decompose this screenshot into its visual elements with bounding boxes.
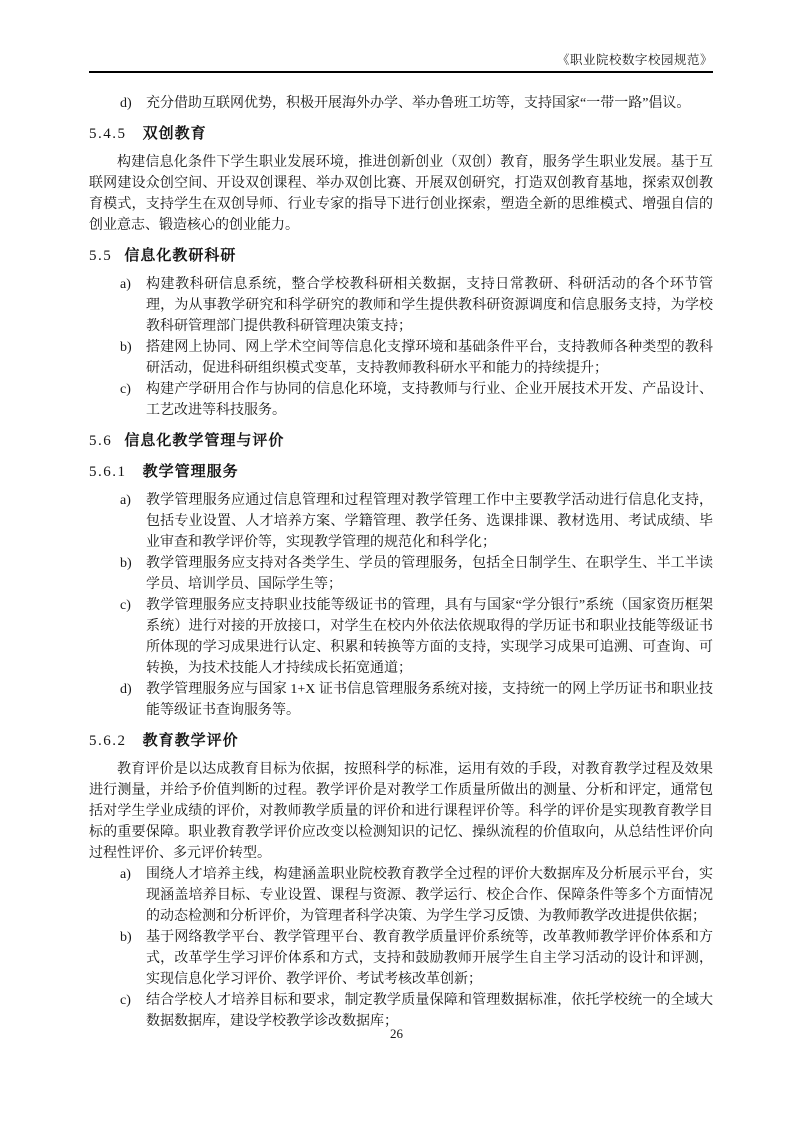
section-title: 双创教育 bbox=[142, 125, 207, 142]
list-item-text: 构建产学研用合作与协同的信息化环境，支持教师与行业、企业开展技术开发、产品设计、工艺改进等科技服务。 bbox=[146, 382, 713, 418]
section-title: 教学管理服务 bbox=[142, 463, 239, 480]
list-item-text: 教学管理服务应通过信息管理和过程管理对教学管理工作中主要教学活动进行信息化支持，包括专业设置、人才培养方案、学籍管理、教学任务、选课排课、教材选用、考试成绩、毕业审查和教学评价等，实现教学管理的规范化和科学化； bbox=[146, 493, 713, 550]
list-item-b bbox=[89, 927, 713, 990]
list-item-c bbox=[89, 379, 713, 421]
list-item-text: 教学管理服务应与国家 1+X 证书信息管理服务系统对接，支持统一的网上学历证书和职业技能等级证书查询服务等。 bbox=[146, 682, 713, 718]
document-title: 《职业院校数字校园规范》 bbox=[556, 53, 713, 67]
paragraph: 教育评价是以达成教育目标为依据，按照科学的标准，运用有效的手段，对教育教学过程及效果进行测量，并给予价值判断的过程。教学评价是对教学工作质量所做出的测量、分析和评定，通常包括对学生学业成绩的评价，对教师教学质量的评价和进行课程评价等。科学的评价是实现教育教学目标的重要保障。职业教育教学评价应改变以检测知识的记忆、操纵流程的价值取向，从总结性评价向过程性评价、多元评价转型。 bbox=[89, 762, 713, 861]
section-number: 5.4.5 bbox=[89, 126, 127, 142]
section-title: 教育教学评价 bbox=[142, 732, 239, 749]
list-item-text: 基于网络教学平台、教学管理平台、教育教学质量评价系统等，改革教师教学评价体系和方式，改革学生学习评价体系和方式，支持和鼓励教师开展学生自主学习活动的设计和评测，实现信息化学习评价、教学评价、考试考核改革创新； bbox=[146, 930, 713, 987]
list-item-text: 充分借助互联网优势，积极开展海外办学、举办鲁班工坊等，支持国家“一带一路”倡议。 bbox=[146, 96, 691, 111]
list-item-label: c) bbox=[120, 993, 131, 1008]
list-item-label: d) bbox=[120, 96, 132, 111]
list-item-c bbox=[89, 595, 713, 679]
list-item-a bbox=[89, 274, 713, 337]
section-number: 5.6.2 bbox=[89, 733, 127, 749]
list-item-b bbox=[89, 553, 713, 595]
page-footer bbox=[0, 1026, 793, 1042]
header-rule bbox=[89, 71, 713, 73]
section-number: 5.6 bbox=[89, 433, 113, 449]
section-heading-5-4-5 bbox=[89, 123, 713, 145]
list-item-text: 搭建网上协同、网上学术空间等信息化支撑环境和基础条件平台，支持教师各种类型的教科研活动，促进科研组织模式变革，支持教师教科研水平和能力的持续提升； bbox=[146, 340, 713, 376]
list-item-label: a) bbox=[120, 277, 131, 292]
list-item-a bbox=[89, 490, 713, 553]
section-heading-5-6 bbox=[89, 430, 713, 452]
section-heading-5-6-2 bbox=[89, 730, 713, 752]
list-item-label: a) bbox=[120, 867, 131, 882]
list-item-label: c) bbox=[120, 598, 131, 613]
list-item-text: 结合学校人才培养目标和要求，制定教学质量保障和管理数据标准，依托学校统一的全域大数据数据库，建设学校教学诊改数据库； bbox=[146, 993, 713, 1029]
list-item-label: b) bbox=[120, 340, 132, 355]
section-title: 信息化教学管理与评价 bbox=[124, 432, 285, 449]
list-item-label: b) bbox=[120, 556, 132, 571]
list-item-label: b) bbox=[120, 930, 132, 945]
list-item-label: a) bbox=[120, 493, 131, 508]
list-item-text: 构建教科研信息系统，整合学校教科研相关数据，支持日常教研、科研活动的各个环节管理，为从事教学研究和科学研究的教师和学生提供教科研资源调度和信息服务支持，为学校教科研管理部门提供教科研管理决策支持； bbox=[146, 277, 713, 334]
page-number: 26 bbox=[390, 1026, 403, 1041]
list-item-text: 教学管理服务应支持对各类学生、学员的管理服务，包括全日制学生、在职学生、半工半读学员、培训学员、国际学生等； bbox=[146, 556, 713, 592]
paragraph: 构建信息化条件下学生职业发展环境，推进创新创业（双创）教育，服务学生职业发展。基于互联网建设众创空间、开设双创课程、举办双创比赛、开展双创研究，打造双创教育基地，探索双创教育模式，支持学生在双创导师、行业专家的指导下进行创业探索，塑造全新的思维模式、增强自信的创业意志、锻造核心的创业能力。 bbox=[89, 155, 713, 233]
list-item-a bbox=[89, 864, 713, 927]
list-item-b bbox=[89, 337, 713, 379]
document-body bbox=[89, 93, 713, 1032]
list-item-label: d) bbox=[120, 682, 132, 697]
section-title: 信息化教研科研 bbox=[124, 247, 237, 264]
section-number: 5.6.1 bbox=[89, 464, 127, 480]
list-item-d bbox=[89, 679, 713, 721]
page-header bbox=[89, 0, 713, 73]
list-item-text: 教学管理服务应支持职业技能等级证书的管理，具有与国家“学分银行”系统（国家资历框架系统）进行对接的开放接口，对学生在校内外依法依规取得的学历证书和职业技能等级证书所体现的学习成果进行认定、积累和转换等方面的支持，实现学习成果可追溯、可查询、可转换，为技术技能人才持续成长拓宽通道； bbox=[146, 598, 713, 676]
section-heading-5-5 bbox=[89, 245, 713, 267]
section-number: 5.5 bbox=[89, 248, 113, 264]
list-item-label: c) bbox=[120, 382, 131, 397]
list-item-text: 围绕人才培养主线，构建涵盖职业院校教育教学全过程的评价大数据库及分析展示平台，实现涵盖培养目标、专业设置、课程与资源、教学运行、校企合作、保障条件等多个方面情况的动态检测和分析评价，为管理者科学决策、为学生学习反馈、为教师教学改进提供依据； bbox=[146, 867, 713, 924]
section-heading-5-6-1 bbox=[89, 461, 713, 483]
list-item-d bbox=[89, 93, 713, 114]
